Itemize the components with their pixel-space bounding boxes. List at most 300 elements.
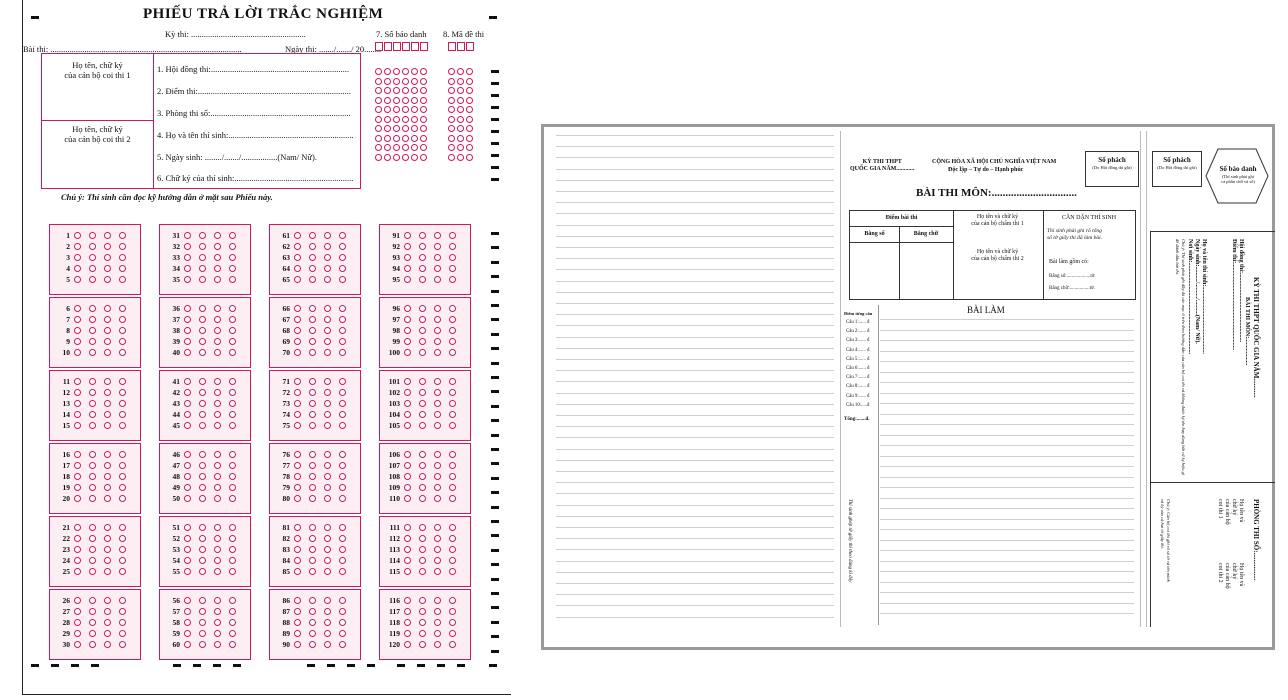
answer-bubble[interactable] (184, 389, 191, 396)
answer-bubble[interactable] (309, 619, 316, 626)
answer-bubble[interactable] (214, 619, 221, 626)
answer-bubble[interactable] (339, 524, 346, 531)
answer-bubble[interactable] (89, 316, 96, 323)
answer-bubble[interactable] (119, 451, 126, 458)
answer-bubble[interactable] (309, 630, 316, 637)
digit-bubble[interactable] (402, 154, 409, 161)
answer-bubble[interactable] (404, 378, 411, 385)
answer-bubble[interactable] (339, 254, 346, 261)
answer-bubble[interactable] (434, 462, 441, 469)
digit-bubble[interactable] (420, 135, 427, 142)
answer-bubble[interactable] (294, 535, 301, 542)
ruled-line[interactable] (556, 359, 834, 360)
ruled-line[interactable] (880, 456, 1134, 457)
answer-bubble[interactable] (294, 546, 301, 553)
answer-bubble[interactable] (214, 389, 221, 396)
answer-bubble[interactable] (404, 568, 411, 575)
digit-bubble[interactable] (466, 125, 473, 132)
answer-bubble[interactable] (434, 232, 441, 239)
ruled-line[interactable] (880, 351, 1134, 352)
ruled-line[interactable] (880, 571, 1134, 572)
answer-bubble[interactable] (419, 568, 426, 575)
answer-bubble[interactable] (199, 608, 206, 615)
answer-bubble[interactable] (309, 254, 316, 261)
ruled-line[interactable] (556, 594, 834, 595)
answer-bubble[interactable] (199, 535, 206, 542)
answer-bubble[interactable] (104, 276, 111, 283)
answer-bubble[interactable] (229, 411, 236, 418)
answer-bubble[interactable] (199, 400, 206, 407)
ruled-line[interactable] (880, 540, 1134, 541)
digit-bubble[interactable] (393, 154, 400, 161)
ruled-line[interactable] (880, 508, 1134, 509)
answer-bubble[interactable] (89, 568, 96, 575)
answer-bubble[interactable] (434, 411, 441, 418)
answer-bubble[interactable] (449, 327, 456, 334)
answer-bubble[interactable] (74, 451, 81, 458)
answer-bubble[interactable] (229, 451, 236, 458)
answer-bubble[interactable] (119, 484, 126, 491)
answer-bubble[interactable] (199, 378, 206, 385)
answer-bubble[interactable] (104, 608, 111, 615)
answer-bubble[interactable] (339, 568, 346, 575)
answer-bubble[interactable] (449, 608, 456, 615)
answer-bubble[interactable] (324, 557, 331, 564)
answer-bubble[interactable] (449, 338, 456, 345)
ruled-line[interactable] (556, 247, 834, 248)
digit-bubble[interactable] (375, 78, 382, 85)
answer-bubble[interactable] (229, 316, 236, 323)
answer-bubble[interactable] (294, 619, 301, 626)
answer-bubble[interactable] (449, 276, 456, 283)
answer-bubble[interactable] (324, 630, 331, 637)
ruled-line[interactable] (556, 572, 834, 573)
answer-bubble[interactable] (74, 462, 81, 469)
answer-bubble[interactable] (199, 557, 206, 564)
answer-bubble[interactable] (199, 462, 206, 469)
answer-bubble[interactable] (119, 597, 126, 604)
ruled-line[interactable] (556, 314, 834, 315)
answer-bubble[interactable] (404, 473, 411, 480)
answer-bubble[interactable] (434, 619, 441, 626)
answer-bubble[interactable] (229, 276, 236, 283)
answer-bubble[interactable] (294, 327, 301, 334)
answer-bubble[interactable] (419, 400, 426, 407)
answer-bubble[interactable] (74, 338, 81, 345)
answer-bubble[interactable] (419, 338, 426, 345)
answer-bubble[interactable] (434, 546, 441, 553)
answer-bubble[interactable] (184, 305, 191, 312)
answer-bubble[interactable] (229, 400, 236, 407)
ruled-line[interactable] (556, 605, 834, 606)
answer-bubble[interactable] (324, 495, 331, 502)
answer-bubble[interactable] (404, 327, 411, 334)
answer-bubble[interactable] (419, 265, 426, 272)
digit-bubble[interactable] (393, 78, 400, 85)
answer-bubble[interactable] (229, 462, 236, 469)
answer-bubble[interactable] (434, 451, 441, 458)
digit-entry-box[interactable] (457, 42, 465, 51)
digit-bubble[interactable] (411, 106, 418, 113)
answer-bubble[interactable] (74, 535, 81, 542)
answer-bubble[interactable] (294, 276, 301, 283)
exam-council-field[interactable]: 1. Hội đồng thi:................................................................. (157, 64, 349, 74)
digit-bubble[interactable] (448, 154, 455, 161)
stub-birthplace-field[interactable]: Nơi sinh:............................................................. (1187, 239, 1193, 354)
answer-bubble[interactable] (89, 232, 96, 239)
answer-bubble[interactable] (404, 411, 411, 418)
answer-bubble[interactable] (104, 327, 111, 334)
answer-bubble[interactable] (89, 327, 96, 334)
ruled-line[interactable] (556, 281, 834, 282)
ruled-line[interactable] (556, 225, 834, 226)
digit-bubble[interactable] (466, 144, 473, 151)
digit-bubble[interactable] (411, 68, 418, 75)
answer-bubble[interactable] (74, 305, 81, 312)
answer-bubble[interactable] (229, 484, 236, 491)
answer-bubble[interactable] (404, 597, 411, 604)
answer-bubble[interactable] (404, 422, 411, 429)
question-score-field[interactable]: Câu 10:.....đ (846, 402, 870, 408)
digit-bubble[interactable] (457, 154, 464, 161)
answer-bubble[interactable] (74, 630, 81, 637)
answer-bubble[interactable] (229, 619, 236, 626)
answer-bubble[interactable] (419, 451, 426, 458)
ruled-line[interactable] (880, 403, 1134, 404)
answer-bubble[interactable] (104, 338, 111, 345)
room-number-field[interactable]: 3. Phòng thi số:.................................................................. (157, 108, 351, 118)
digit-bubble[interactable] (457, 135, 464, 142)
answer-bubble[interactable] (419, 305, 426, 312)
answer-bubble[interactable] (119, 641, 126, 648)
answer-bubble[interactable] (434, 305, 441, 312)
exam-site-field[interactable]: 2. Điểm thi:........................................................................ (157, 86, 351, 96)
answer-bubble[interactable] (214, 349, 221, 356)
question-score-field[interactable]: Câu 9:...... đ (846, 393, 870, 399)
digit-bubble[interactable] (402, 116, 409, 123)
answer-bubble[interactable] (184, 276, 191, 283)
question-score-field[interactable]: Câu 3:...... đ (846, 338, 870, 344)
answer-bubble[interactable] (324, 462, 331, 469)
answer-bubble[interactable] (404, 305, 411, 312)
answer-bubble[interactable] (419, 535, 426, 542)
answer-bubble[interactable] (199, 389, 206, 396)
answer-bubble[interactable] (214, 608, 221, 615)
answer-bubble[interactable] (89, 608, 96, 615)
ruled-line[interactable] (556, 180, 834, 181)
stub-name-field[interactable]: Họ và tên thí sinh:............................................. (1201, 239, 1207, 354)
answer-bubble[interactable] (199, 232, 206, 239)
answer-bubble[interactable] (404, 276, 411, 283)
answer-bubble[interactable] (419, 349, 426, 356)
answer-bubble[interactable] (339, 630, 346, 637)
answer-bubble[interactable] (309, 265, 316, 272)
digit-bubble[interactable] (402, 106, 409, 113)
answer-bubble[interactable] (434, 473, 441, 480)
digit-entry-box[interactable] (375, 42, 383, 51)
digit-bubble[interactable] (384, 106, 391, 113)
answer-bubble[interactable] (199, 546, 206, 553)
digit-bubble[interactable] (466, 106, 473, 113)
answer-bubble[interactable] (229, 524, 236, 531)
digit-bubble[interactable] (375, 125, 382, 132)
ruled-line[interactable] (880, 613, 1134, 614)
answer-bubble[interactable] (89, 243, 96, 250)
answer-bubble[interactable] (119, 254, 126, 261)
answer-bubble[interactable] (309, 524, 316, 531)
answer-bubble[interactable] (74, 484, 81, 491)
digit-bubble[interactable] (375, 144, 382, 151)
answer-bubble[interactable] (214, 451, 221, 458)
digit-bubble[interactable] (375, 68, 382, 75)
answer-bubble[interactable] (419, 495, 426, 502)
answer-bubble[interactable] (89, 495, 96, 502)
answer-bubble[interactable] (74, 316, 81, 323)
pages-number-field[interactable]: Bằng số:...................tờ. (1049, 274, 1096, 279)
answer-bubble[interactable] (229, 232, 236, 239)
digit-entry-box[interactable] (420, 42, 428, 51)
answer-bubble[interactable] (309, 422, 316, 429)
answer-bubble[interactable] (184, 619, 191, 626)
birth-date-field[interactable]: 5. Ngày sinh: ......../......./.................(Nam/ Nữ). (157, 152, 317, 162)
answer-bubble[interactable] (419, 389, 426, 396)
ruled-line[interactable] (556, 269, 834, 270)
answer-bubble[interactable] (294, 608, 301, 615)
answer-bubble[interactable] (89, 462, 96, 469)
digit-entry-box[interactable] (411, 42, 419, 51)
answer-bubble[interactable] (339, 597, 346, 604)
pages-words-field[interactable]: Bằng chữ:................tờ. (1049, 286, 1095, 291)
answer-bubble[interactable] (229, 597, 236, 604)
answer-bubble[interactable] (449, 630, 456, 637)
answer-bubble[interactable] (199, 597, 206, 604)
digit-bubble[interactable] (411, 135, 418, 142)
answer-bubble[interactable] (229, 349, 236, 356)
answer-bubble[interactable] (89, 546, 96, 553)
answer-bubble[interactable] (229, 378, 236, 385)
answer-bubble[interactable] (214, 597, 221, 604)
ruled-line[interactable] (556, 146, 834, 147)
answer-bubble[interactable] (324, 400, 331, 407)
answer-bubble[interactable] (119, 400, 126, 407)
answer-bubble[interactable] (119, 557, 126, 564)
answer-bubble[interactable] (449, 546, 456, 553)
answer-bubble[interactable] (324, 473, 331, 480)
answer-bubble[interactable] (449, 422, 456, 429)
answer-bubble[interactable] (214, 484, 221, 491)
answer-bubble[interactable] (404, 451, 411, 458)
digit-bubble[interactable] (375, 87, 382, 94)
answer-bubble[interactable] (119, 338, 126, 345)
ruled-line[interactable] (880, 550, 1134, 551)
digit-bubble[interactable] (375, 154, 382, 161)
answer-bubble[interactable] (184, 535, 191, 542)
answer-bubble[interactable] (434, 243, 441, 250)
answer-bubble[interactable] (339, 265, 346, 272)
answer-bubble[interactable] (104, 254, 111, 261)
answer-bubble[interactable] (324, 232, 331, 239)
stub-council-field[interactable]: Hội đồng thi:.............................................. (1238, 239, 1244, 343)
answer-bubble[interactable] (339, 641, 346, 648)
answer-bubble[interactable] (419, 557, 426, 564)
answer-bubble[interactable] (214, 327, 221, 334)
answer-bubble[interactable] (74, 243, 81, 250)
answer-bubble[interactable] (199, 422, 206, 429)
answer-bubble[interactable] (199, 619, 206, 626)
digit-bubble[interactable] (457, 87, 464, 94)
digit-bubble[interactable] (466, 135, 473, 142)
answer-bubble[interactable] (104, 473, 111, 480)
answer-bubble[interactable] (119, 327, 126, 334)
answer-bubble[interactable] (324, 389, 331, 396)
answer-bubble[interactable] (119, 316, 126, 323)
answer-bubble[interactable] (404, 641, 411, 648)
question-score-field[interactable]: Câu 5:...... đ (846, 356, 870, 362)
answer-bubble[interactable] (104, 462, 111, 469)
answer-bubble[interactable] (104, 524, 111, 531)
answer-bubble[interactable] (104, 265, 111, 272)
question-score-field[interactable]: Câu 7:...... đ (846, 375, 870, 381)
answer-bubble[interactable] (74, 411, 81, 418)
ruled-line[interactable] (880, 582, 1134, 583)
digit-bubble[interactable] (411, 78, 418, 85)
ruled-line[interactable] (556, 471, 834, 472)
answer-bubble[interactable] (104, 568, 111, 575)
answer-bubble[interactable] (419, 232, 426, 239)
answer-bubble[interactable] (434, 349, 441, 356)
answer-bubble[interactable] (309, 473, 316, 480)
digit-bubble[interactable] (466, 87, 473, 94)
answer-bubble[interactable] (339, 451, 346, 458)
answer-bubble[interactable] (184, 243, 191, 250)
answer-bubble[interactable] (449, 389, 456, 396)
answer-bubble[interactable] (184, 608, 191, 615)
answer-bubble[interactable] (309, 327, 316, 334)
candidate-signature-field[interactable]: 6. Chữ ký của thí sinh:........................................................ (157, 173, 354, 183)
answer-bubble[interactable] (339, 546, 346, 553)
answer-bubble[interactable] (339, 316, 346, 323)
answer-bubble[interactable] (294, 422, 301, 429)
answer-bubble[interactable] (449, 265, 456, 272)
answer-bubble[interactable] (294, 254, 301, 261)
answer-bubble[interactable] (89, 411, 96, 418)
digit-bubble[interactable] (393, 68, 400, 75)
answer-bubble[interactable] (339, 389, 346, 396)
room-number-field[interactable]: PHÒNG THI SỐ:................ (1252, 499, 1260, 581)
digit-bubble[interactable] (402, 78, 409, 85)
answer-bubble[interactable] (119, 378, 126, 385)
answer-bubble[interactable] (119, 422, 126, 429)
digit-bubble[interactable] (448, 68, 455, 75)
digit-bubble[interactable] (448, 144, 455, 151)
answer-bubble[interactable] (404, 557, 411, 564)
digit-bubble[interactable] (420, 125, 427, 132)
answer-bubble[interactable] (419, 524, 426, 531)
digit-bubble[interactable] (402, 144, 409, 151)
answer-bubble[interactable] (339, 411, 346, 418)
answer-bubble[interactable] (324, 411, 331, 418)
answer-bubble[interactable] (74, 232, 81, 239)
ruled-line[interactable] (880, 435, 1134, 436)
answer-bubble[interactable] (324, 349, 331, 356)
answer-bubble[interactable] (339, 400, 346, 407)
answer-bubble[interactable] (419, 630, 426, 637)
subject-field[interactable]: Bài thi: .......................................................................................... (23, 44, 242, 54)
ruled-line[interactable] (556, 258, 834, 259)
answer-bubble[interactable] (449, 451, 456, 458)
digit-entry-box[interactable] (448, 42, 456, 51)
answer-bubble[interactable] (434, 254, 441, 261)
answer-bubble[interactable] (434, 557, 441, 564)
answer-bubble[interactable] (339, 473, 346, 480)
ruled-line[interactable] (556, 337, 834, 338)
digit-bubble[interactable] (384, 68, 391, 75)
answer-bubble[interactable] (119, 524, 126, 531)
answer-bubble[interactable] (404, 243, 411, 250)
answer-bubble[interactable] (294, 524, 301, 531)
answer-bubble[interactable] (294, 243, 301, 250)
digit-bubble[interactable] (402, 125, 409, 132)
digit-bubble[interactable] (384, 78, 391, 85)
answer-bubble[interactable] (119, 243, 126, 250)
digit-bubble[interactable] (411, 144, 418, 151)
answer-bubble[interactable] (449, 316, 456, 323)
digit-bubble[interactable] (402, 68, 409, 75)
digit-bubble[interactable] (375, 106, 382, 113)
digit-bubble[interactable] (448, 87, 455, 94)
answer-bubble[interactable] (214, 254, 221, 261)
answer-bubble[interactable] (184, 473, 191, 480)
answer-bubble[interactable] (339, 608, 346, 615)
ruled-line[interactable] (880, 424, 1134, 425)
answer-bubble[interactable] (199, 484, 206, 491)
answer-bubble[interactable] (74, 524, 81, 531)
digit-bubble[interactable] (375, 116, 382, 123)
answer-bubble[interactable] (184, 484, 191, 491)
answer-bubble[interactable] (339, 422, 346, 429)
answer-bubble[interactable] (419, 608, 426, 615)
answer-bubble[interactable] (404, 349, 411, 356)
answer-bubble[interactable] (294, 641, 301, 648)
answer-bubble[interactable] (309, 557, 316, 564)
answer-bubble[interactable] (434, 495, 441, 502)
ruled-line[interactable] (880, 498, 1134, 499)
answer-bubble[interactable] (89, 389, 96, 396)
digit-bubble[interactable] (466, 154, 473, 161)
answer-bubble[interactable] (229, 535, 236, 542)
answer-bubble[interactable] (184, 451, 191, 458)
digit-bubble[interactable] (466, 116, 473, 123)
ruled-line[interactable] (556, 157, 834, 158)
answer-bubble[interactable] (309, 232, 316, 239)
answer-bubble[interactable] (294, 597, 301, 604)
answer-bubble[interactable] (419, 276, 426, 283)
answer-bubble[interactable] (89, 630, 96, 637)
answer-bubble[interactable] (309, 484, 316, 491)
answer-bubble[interactable] (199, 265, 206, 272)
answer-bubble[interactable] (324, 378, 331, 385)
answer-bubble[interactable] (419, 378, 426, 385)
answer-bubble[interactable] (404, 484, 411, 491)
digit-bubble[interactable] (393, 106, 400, 113)
answer-bubble[interactable] (339, 535, 346, 542)
stub-site-field[interactable]: Điểm thi:.......................................................... (1231, 239, 1237, 351)
ruled-line[interactable] (880, 361, 1134, 362)
answer-bubble[interactable] (104, 400, 111, 407)
answer-bubble[interactable] (339, 349, 346, 356)
answer-bubble[interactable] (89, 254, 96, 261)
answer-bubble[interactable] (119, 389, 126, 396)
